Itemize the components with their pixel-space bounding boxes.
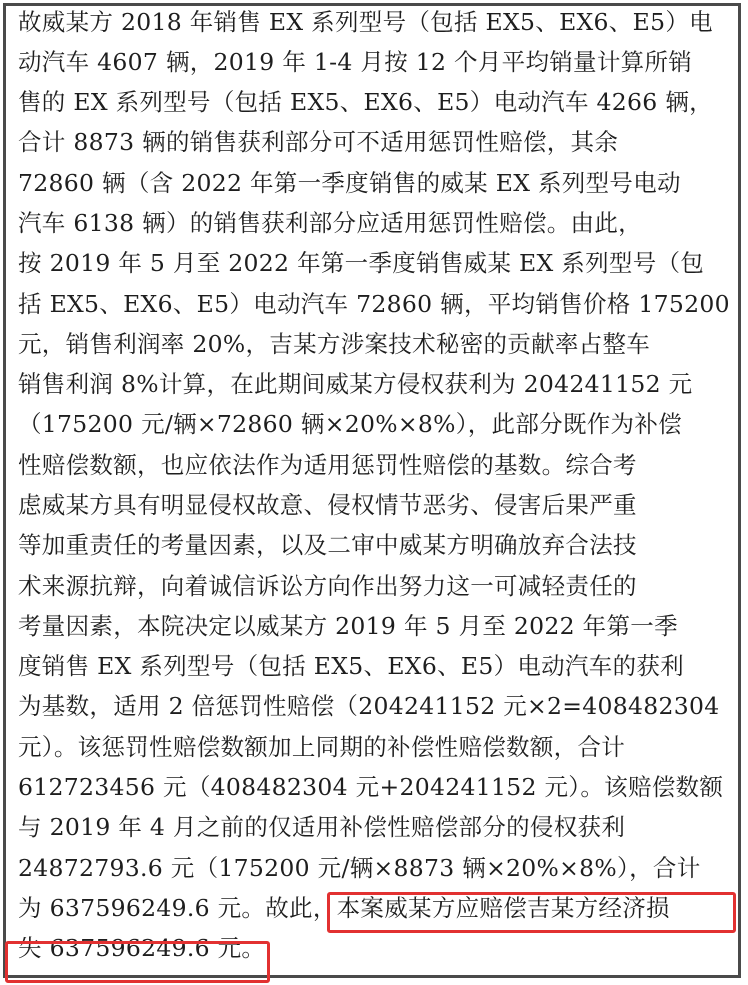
text-line-3: 售的 EX 系列型号（包括 EX5、EX6、E5）电动汽车 4266 辆，: [18, 88, 713, 116]
text-line-9: 元，销售利润率 20%，吉某方涉案技术秘密的贡献率占整车: [18, 330, 651, 358]
text-line-17: 度销售 EX 系列型号（包括 EX5、EX6、E5）电动汽车的获利: [18, 652, 684, 680]
text-line-10: 销售利润 8%计算，在此期间威某方侵权获利为 204241152 元: [18, 370, 693, 398]
text-line-5: 72860 辆（含 2022 年第一季度销售的威某 EX 系列型号电动: [18, 169, 681, 197]
text-line-1: 故威某方 2018 年销售 EX 系列型号（包括 EX5、EX6、E5）电: [18, 8, 713, 36]
text-line-8: 括 EX5、EX6、E5）电动汽车 72860 辆，平均销售价格 175200: [18, 290, 730, 318]
text-line-7: 按 2019 年 5 月至 2022 年第一季度销售威某 EX 系列型号（包: [18, 249, 705, 277]
text-line-6: 汽车 6138 辆）的销售获利部分应适用惩罚性赔偿。由此，: [18, 209, 642, 237]
text-line-20: 612723456 元（408482304 元+204241152 元）。该赔偿数额: [18, 773, 724, 801]
text-line-13: 虑威某方具有明显侵权故意、侵权情节恶劣、侵害后果严重: [18, 491, 637, 519]
text-line-19: 元）。该惩罚性赔偿数额加上同期的补偿性赔偿数额，合计: [18, 733, 626, 761]
text-line-18: 为基数，适用 2 倍惩罚性赔偿（204241152 元×2=408482304: [18, 692, 720, 720]
text-line-12: 性赔偿数额，也应依法作为适用惩罚性赔偿的基数。综合考: [18, 451, 637, 479]
text-line-15: 术来源抗辩，向着诚信诉讼方向作出努力这一可减轻责任的: [18, 572, 637, 600]
text-line-11: （175200 元/辆×72860 辆×20%×8%），此部分既作为补偿: [18, 410, 682, 438]
text-line-23: 为 637596249.6 元。故此，本案威某方应赔偿吉某方经济损: [18, 894, 670, 922]
text-line-14: 等加重责任的考量因素，以及二审中威某方明确放弃合法技: [18, 531, 637, 559]
text-line-16: 考量因素，本院决定以威某方 2019 年 5 月至 2022 年第一季: [18, 612, 678, 640]
text-line-22: 24872793.6 元（175200 元/辆×8873 辆×20%×8%），合计: [18, 854, 701, 882]
text-line-4: 合计 8873 辆的销售获利部分可不适用惩罚性赔偿，其余: [18, 128, 619, 156]
text-line-2: 动汽车 4607 辆，2019 年 1-4 月按 12 个月平均销量计算所销: [18, 48, 693, 76]
text-line-24: 失 637596249.6 元。: [18, 934, 266, 962]
text-line-21: 与 2019 年 4 月之前的仅适用补偿性赔偿部分的侵权获利: [18, 813, 626, 841]
